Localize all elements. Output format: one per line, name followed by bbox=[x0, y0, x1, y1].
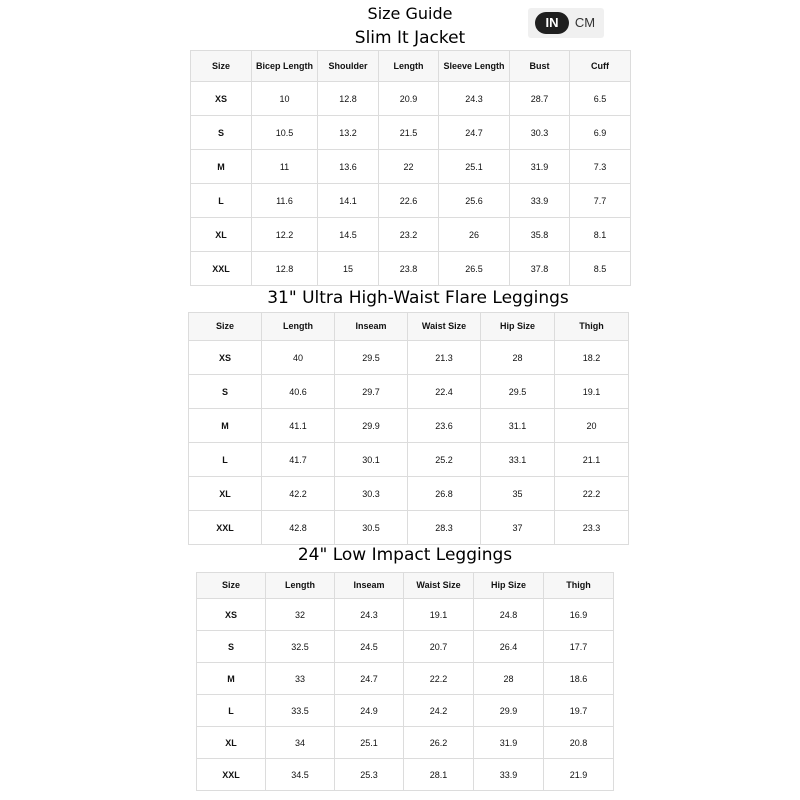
measurement-cell: 40.6 bbox=[262, 375, 335, 409]
jacket-table-title: Slim It Jacket bbox=[354, 28, 466, 48]
measurement-cell: 7.7 bbox=[570, 184, 631, 218]
table-row bbox=[197, 727, 614, 759]
size-cell: L bbox=[191, 184, 252, 218]
measurement-cell: 7.3 bbox=[570, 150, 631, 184]
measurement-cell: 37 bbox=[481, 511, 555, 545]
measurement-cell: 32 bbox=[266, 599, 335, 631]
measurement-cell: 21.5 bbox=[379, 116, 439, 150]
size-cell: S bbox=[191, 116, 252, 150]
measurement-cell: 33.9 bbox=[474, 759, 544, 791]
measurement-cell: 25.6 bbox=[439, 184, 510, 218]
measurement-cell: 14.1 bbox=[318, 184, 379, 218]
size-cell: S bbox=[189, 375, 262, 409]
unit-option-cm[interactable]: CM bbox=[574, 15, 596, 30]
measurement-cell: 29.5 bbox=[481, 375, 555, 409]
measurement-cell: 37.8 bbox=[510, 252, 570, 286]
size-cell: XXL bbox=[189, 511, 262, 545]
measurement-cell: 29.7 bbox=[335, 375, 408, 409]
measurement-cell: 18.2 bbox=[555, 341, 629, 375]
size-cell: XL bbox=[197, 727, 266, 759]
measurement-cell: 35.8 bbox=[510, 218, 570, 252]
table-row bbox=[189, 511, 629, 545]
measurement-cell: 15 bbox=[318, 252, 379, 286]
measurement-cell: 30.3 bbox=[335, 477, 408, 511]
low-impact-leggings-table-title: 24" Low Impact Leggings bbox=[297, 545, 513, 565]
measurement-cell: 28 bbox=[481, 341, 555, 375]
measurement-cell: 19.7 bbox=[544, 695, 614, 727]
measurement-cell: 41.7 bbox=[262, 443, 335, 477]
measurement-cell: 29.9 bbox=[335, 409, 408, 443]
column-header: Waist Size bbox=[404, 573, 474, 599]
measurement-cell: 33.1 bbox=[481, 443, 555, 477]
unit-option-in[interactable]: IN bbox=[535, 12, 569, 34]
measurement-cell: 31.9 bbox=[474, 727, 544, 759]
size-cell: M bbox=[191, 150, 252, 184]
measurement-cell: 12.8 bbox=[252, 252, 318, 286]
column-header: Size bbox=[197, 573, 266, 599]
measurement-cell: 33.5 bbox=[266, 695, 335, 727]
size-cell: M bbox=[197, 663, 266, 695]
size-cell: XL bbox=[191, 218, 252, 252]
column-header: Thigh bbox=[544, 573, 614, 599]
measurement-cell: 25.1 bbox=[335, 727, 404, 759]
measurement-cell: 12.2 bbox=[252, 218, 318, 252]
measurement-cell: 25.3 bbox=[335, 759, 404, 791]
measurement-cell: 20 bbox=[555, 409, 629, 443]
measurement-cell: 24.9 bbox=[335, 695, 404, 727]
measurement-cell: 11 bbox=[252, 150, 318, 184]
measurement-cell: 22.6 bbox=[379, 184, 439, 218]
table-row bbox=[191, 218, 631, 252]
measurement-cell: 18.6 bbox=[544, 663, 614, 695]
measurement-cell: 30.3 bbox=[510, 116, 570, 150]
column-header: Length bbox=[266, 573, 335, 599]
measurement-cell: 6.9 bbox=[570, 116, 631, 150]
measurement-cell: 11.6 bbox=[252, 184, 318, 218]
measurement-cell: 6.5 bbox=[570, 82, 631, 116]
table-row bbox=[197, 599, 614, 631]
measurement-cell: 29.5 bbox=[335, 341, 408, 375]
measurement-cell: 20.8 bbox=[544, 727, 614, 759]
column-header: Shoulder bbox=[318, 51, 379, 82]
measurement-cell: 20.9 bbox=[379, 82, 439, 116]
table-row bbox=[191, 184, 631, 218]
measurement-cell: 41.1 bbox=[262, 409, 335, 443]
measurement-cell: 8.5 bbox=[570, 252, 631, 286]
measurement-cell: 22.4 bbox=[408, 375, 481, 409]
measurement-cell: 22.2 bbox=[404, 663, 474, 695]
measurement-cell: 24.7 bbox=[439, 116, 510, 150]
measurement-cell: 12.8 bbox=[318, 82, 379, 116]
column-header: Size bbox=[189, 313, 262, 341]
size-cell: XXL bbox=[197, 759, 266, 791]
measurement-cell: 30.5 bbox=[335, 511, 408, 545]
measurement-cell: 24.3 bbox=[335, 599, 404, 631]
measurement-cell: 29.9 bbox=[474, 695, 544, 727]
measurement-cell: 35 bbox=[481, 477, 555, 511]
column-header: Cuff bbox=[570, 51, 631, 82]
measurement-cell: 23.3 bbox=[555, 511, 629, 545]
column-header: Size bbox=[191, 51, 252, 82]
measurement-cell: 42.2 bbox=[262, 477, 335, 511]
measurement-cell: 10 bbox=[252, 82, 318, 116]
measurement-cell: 33 bbox=[266, 663, 335, 695]
table-row bbox=[189, 409, 629, 443]
table-header-row bbox=[197, 573, 614, 599]
measurement-cell: 42.8 bbox=[262, 511, 335, 545]
table-header-row bbox=[191, 51, 631, 82]
measurement-cell: 22 bbox=[379, 150, 439, 184]
column-header: Hip Size bbox=[474, 573, 544, 599]
measurement-cell: 26.8 bbox=[408, 477, 481, 511]
measurement-cell: 30.1 bbox=[335, 443, 408, 477]
table-header-row bbox=[189, 313, 629, 341]
measurement-cell: 13.6 bbox=[318, 150, 379, 184]
size-cell: L bbox=[197, 695, 266, 727]
table-row bbox=[191, 82, 631, 116]
column-header: Waist Size bbox=[408, 313, 481, 341]
column-header: Inseam bbox=[335, 573, 404, 599]
table-row bbox=[197, 759, 614, 791]
measurement-cell: 26.2 bbox=[404, 727, 474, 759]
page-title: Size Guide bbox=[367, 4, 453, 23]
measurement-cell: 25.1 bbox=[439, 150, 510, 184]
measurement-cell: 24.2 bbox=[404, 695, 474, 727]
measurement-cell: 20.7 bbox=[404, 631, 474, 663]
measurement-cell: 23.8 bbox=[379, 252, 439, 286]
table-row bbox=[191, 150, 631, 184]
table-row bbox=[197, 663, 614, 695]
size-cell: S bbox=[197, 631, 266, 663]
size-cell: L bbox=[189, 443, 262, 477]
measurement-cell: 21.9 bbox=[544, 759, 614, 791]
column-header: Inseam bbox=[335, 313, 408, 341]
table-row bbox=[189, 375, 629, 409]
measurement-cell: 26.4 bbox=[474, 631, 544, 663]
measurement-cell: 24.3 bbox=[439, 82, 510, 116]
measurement-cell: 23.6 bbox=[408, 409, 481, 443]
measurement-cell: 25.2 bbox=[408, 443, 481, 477]
measurement-cell: 21.1 bbox=[555, 443, 629, 477]
measurement-cell: 31.1 bbox=[481, 409, 555, 443]
measurement-cell: 21.3 bbox=[408, 341, 481, 375]
measurement-cell: 28.1 bbox=[404, 759, 474, 791]
measurement-cell: 8.1 bbox=[570, 218, 631, 252]
column-header: Thigh bbox=[555, 313, 629, 341]
low-impact-leggings-size-table bbox=[196, 572, 614, 791]
measurement-cell: 19.1 bbox=[555, 375, 629, 409]
flare-leggings-table-title: 31" Ultra High-Waist Flare Leggings bbox=[267, 288, 569, 308]
measurement-cell: 10.5 bbox=[252, 116, 318, 150]
measurement-cell: 17.7 bbox=[544, 631, 614, 663]
measurement-cell: 28.3 bbox=[408, 511, 481, 545]
flare-leggings-size-table bbox=[188, 312, 629, 545]
measurement-cell: 23.2 bbox=[379, 218, 439, 252]
column-header: Bicep Length bbox=[252, 51, 318, 82]
table-row bbox=[191, 116, 631, 150]
measurement-cell: 22.2 bbox=[555, 477, 629, 511]
measurement-cell: 24.5 bbox=[335, 631, 404, 663]
measurement-cell: 40 bbox=[262, 341, 335, 375]
jacket-size-table bbox=[190, 50, 631, 286]
measurement-cell: 26.5 bbox=[439, 252, 510, 286]
table-row bbox=[197, 631, 614, 663]
measurement-cell: 28.7 bbox=[510, 82, 570, 116]
measurement-cell: 19.1 bbox=[404, 599, 474, 631]
table-row bbox=[189, 477, 629, 511]
column-header: Length bbox=[379, 51, 439, 82]
column-header: Sleeve Length bbox=[439, 51, 510, 82]
size-cell: XL bbox=[189, 477, 262, 511]
size-cell: XS bbox=[191, 82, 252, 116]
table-row bbox=[189, 443, 629, 477]
size-cell: XS bbox=[197, 599, 266, 631]
column-header: Bust bbox=[510, 51, 570, 82]
measurement-cell: 16.9 bbox=[544, 599, 614, 631]
measurement-cell: 13.2 bbox=[318, 116, 379, 150]
measurement-cell: 34 bbox=[266, 727, 335, 759]
measurement-cell: 14.5 bbox=[318, 218, 379, 252]
measurement-cell: 24.7 bbox=[335, 663, 404, 695]
measurement-cell: 32.5 bbox=[266, 631, 335, 663]
size-cell: XXL bbox=[191, 252, 252, 286]
table-row bbox=[189, 341, 629, 375]
table-row bbox=[191, 252, 631, 286]
table-row bbox=[197, 695, 614, 727]
measurement-cell: 33.9 bbox=[510, 184, 570, 218]
size-cell: XS bbox=[189, 341, 262, 375]
measurement-cell: 24.8 bbox=[474, 599, 544, 631]
measurement-cell: 28 bbox=[474, 663, 544, 695]
measurement-cell: 34.5 bbox=[266, 759, 335, 791]
column-header: Length bbox=[262, 313, 335, 341]
column-header: Hip Size bbox=[481, 313, 555, 341]
size-cell: M bbox=[189, 409, 262, 443]
measurement-cell: 31.9 bbox=[510, 150, 570, 184]
measurement-cell: 26 bbox=[439, 218, 510, 252]
